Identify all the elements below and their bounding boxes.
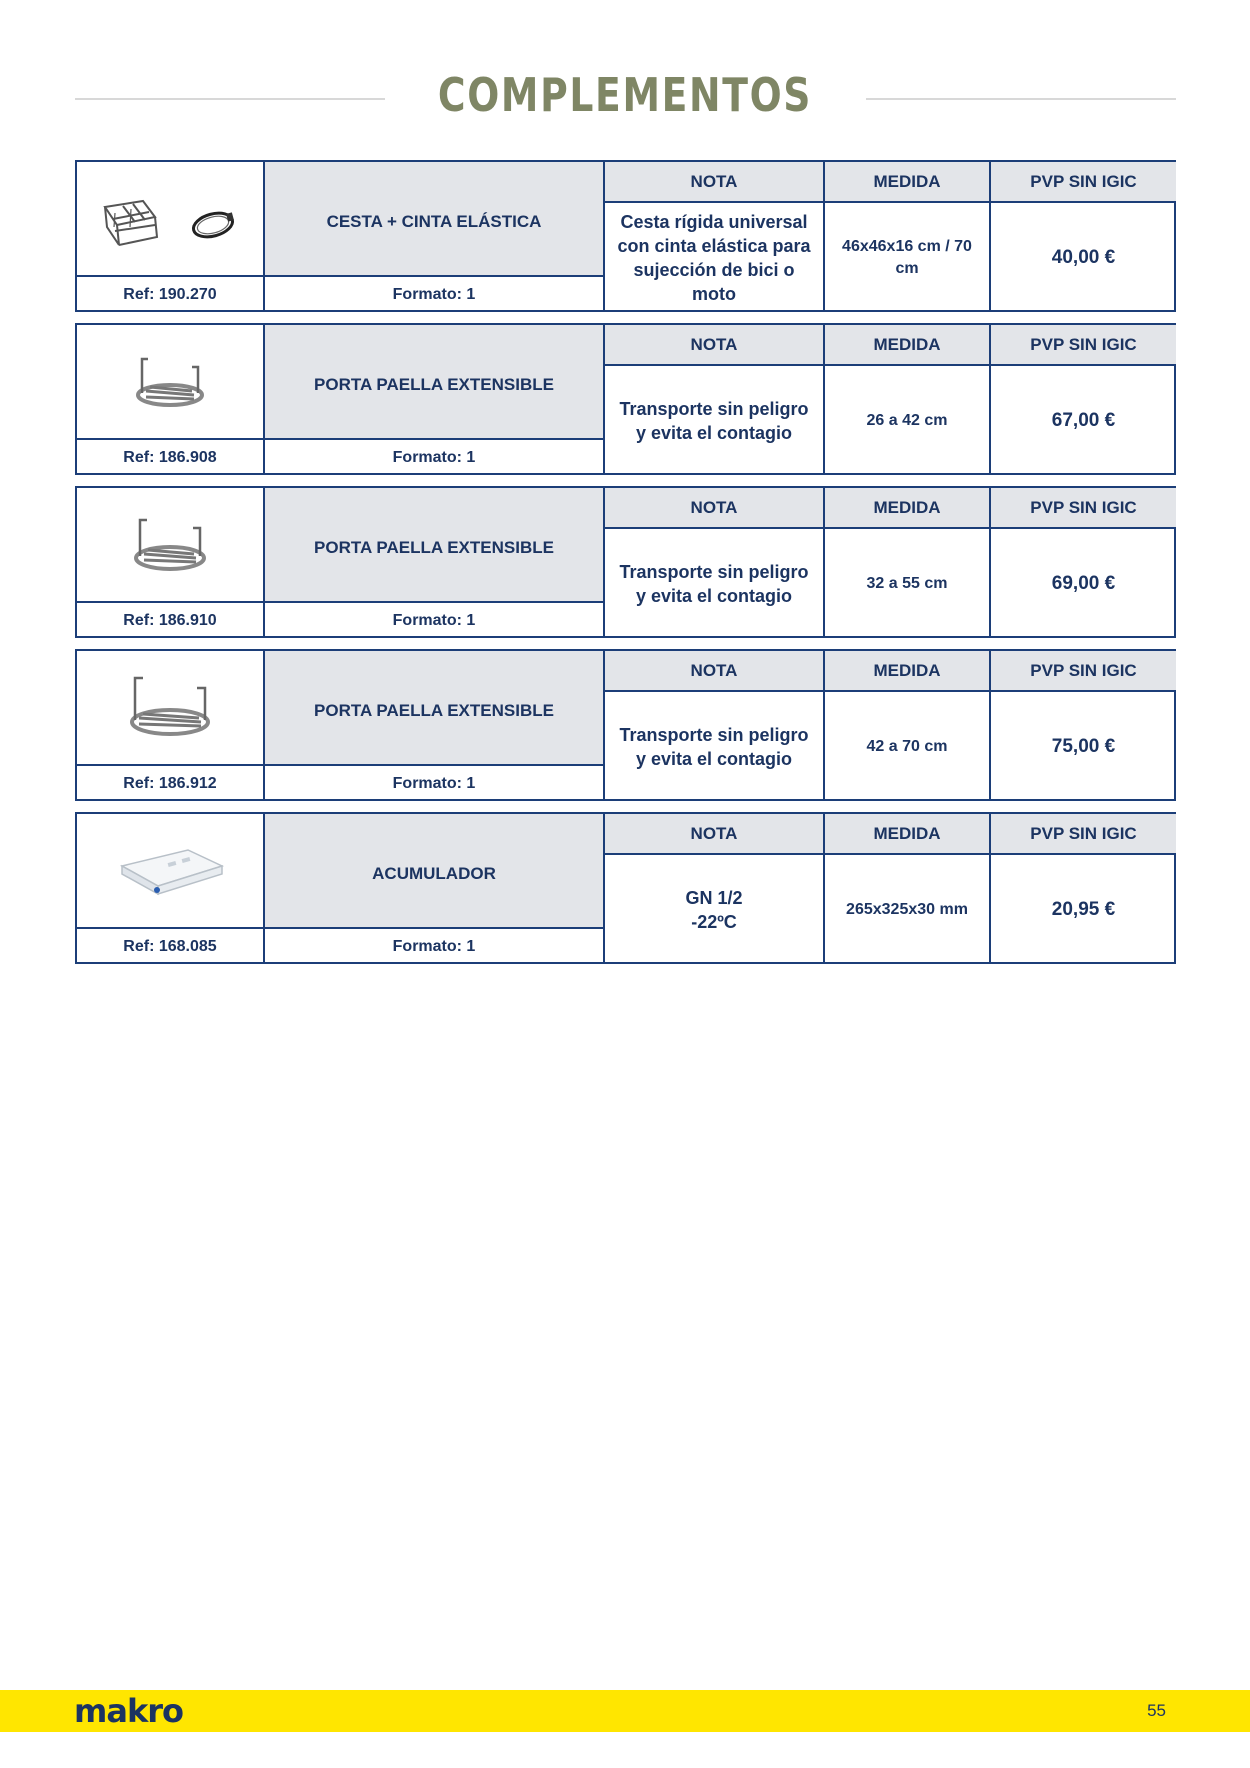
product-nota: Transporte sin peligro y evita el contagio — [605, 692, 825, 801]
product-medida: 46x46x16 cm / 70 cm — [825, 203, 991, 312]
paella-carrier-image — [120, 510, 220, 580]
product-image-cell — [77, 651, 265, 766]
product-name: PORTA PAELLA EXTENSIBLE — [265, 651, 605, 766]
product-nota: GN 1/2 -22ºC — [605, 855, 825, 964]
product-formato: Formato: 1 — [265, 277, 605, 312]
nota-header: NOTA — [605, 488, 825, 529]
nota-header: NOTA — [605, 651, 825, 692]
product-formato: Formato: 1 — [265, 766, 605, 801]
medida-header: MEDIDA — [825, 814, 991, 855]
product-medida: 265x325x30 mm — [825, 855, 991, 964]
pvp-header: PVP SIN IGIC — [991, 814, 1176, 855]
product-ref: Ref: 190.270 — [77, 277, 265, 312]
product-nota: Transporte sin peligro y evita el contagio — [605, 529, 825, 638]
medida-header: MEDIDA — [825, 488, 991, 529]
product-image-cell — [77, 814, 265, 929]
product-ref: Ref: 168.085 — [77, 929, 265, 964]
makro-logo: makro — [74, 1692, 183, 1730]
product-name: PORTA PAELLA EXTENSIBLE — [265, 488, 605, 603]
page-header — [0, 60, 1250, 130]
product-card — [75, 486, 1176, 638]
product-ref: Ref: 186.912 — [77, 766, 265, 801]
nota-header: NOTA — [605, 814, 825, 855]
product-card — [75, 323, 1176, 475]
basket-and-strap-image — [85, 179, 255, 259]
page-title: COMPLEMENTOS — [437, 68, 813, 122]
nota-header: NOTA — [605, 325, 825, 366]
product-medida: 42 a 70 cm — [825, 692, 991, 801]
product-card — [75, 160, 1176, 312]
cold-accumulator-image — [110, 836, 230, 906]
medida-header: MEDIDA — [825, 162, 991, 203]
product-name: PORTA PAELLA EXTENSIBLE — [265, 325, 605, 440]
product-image-cell — [77, 325, 265, 440]
product-price: 69,00 € — [1051, 572, 1116, 594]
product-ref: Ref: 186.908 — [77, 440, 265, 475]
pvp-header: PVP SIN IGIC — [991, 651, 1176, 692]
title-rule-right — [866, 98, 1176, 100]
product-name: CESTA + CINTA ELÁSTICA — [265, 162, 605, 277]
product-medida: 26 a 42 cm — [825, 366, 991, 475]
product-name: ACUMULADOR — [265, 814, 605, 929]
product-price: 67,00 € — [1051, 409, 1116, 431]
product-formato: Formato: 1 — [265, 440, 605, 475]
page-footer — [0, 1690, 1250, 1732]
product-formato: Formato: 1 — [265, 603, 605, 638]
pvp-header: PVP SIN IGIC — [991, 162, 1176, 203]
product-image-cell — [77, 488, 265, 603]
product-card — [75, 812, 1176, 964]
product-nota: Cesta rígida universal con cinta elástica para sujección de bici o moto — [605, 203, 825, 312]
pvp-header: PVP SIN IGIC — [991, 325, 1176, 366]
product-image-cell — [77, 162, 265, 277]
product-price: 75,00 € — [1051, 735, 1116, 757]
medida-header: MEDIDA — [825, 325, 991, 366]
paella-carrier-image — [120, 347, 220, 417]
product-price: 20,95 € — [1051, 898, 1116, 920]
page-number: 55 — [1147, 1701, 1166, 1720]
paella-carrier-image — [115, 668, 225, 748]
product-price: 40,00 € — [1051, 246, 1116, 268]
product-formato: Formato: 1 — [265, 929, 605, 964]
nota-header: NOTA — [605, 162, 825, 203]
medida-header: MEDIDA — [825, 651, 991, 692]
product-nota: Transporte sin peligro y evita el contagio — [605, 366, 825, 475]
product-card — [75, 649, 1176, 801]
product-ref: Ref: 186.910 — [77, 603, 265, 638]
product-medida: 32 a 55 cm — [825, 529, 991, 638]
pvp-header: PVP SIN IGIC — [991, 488, 1176, 529]
